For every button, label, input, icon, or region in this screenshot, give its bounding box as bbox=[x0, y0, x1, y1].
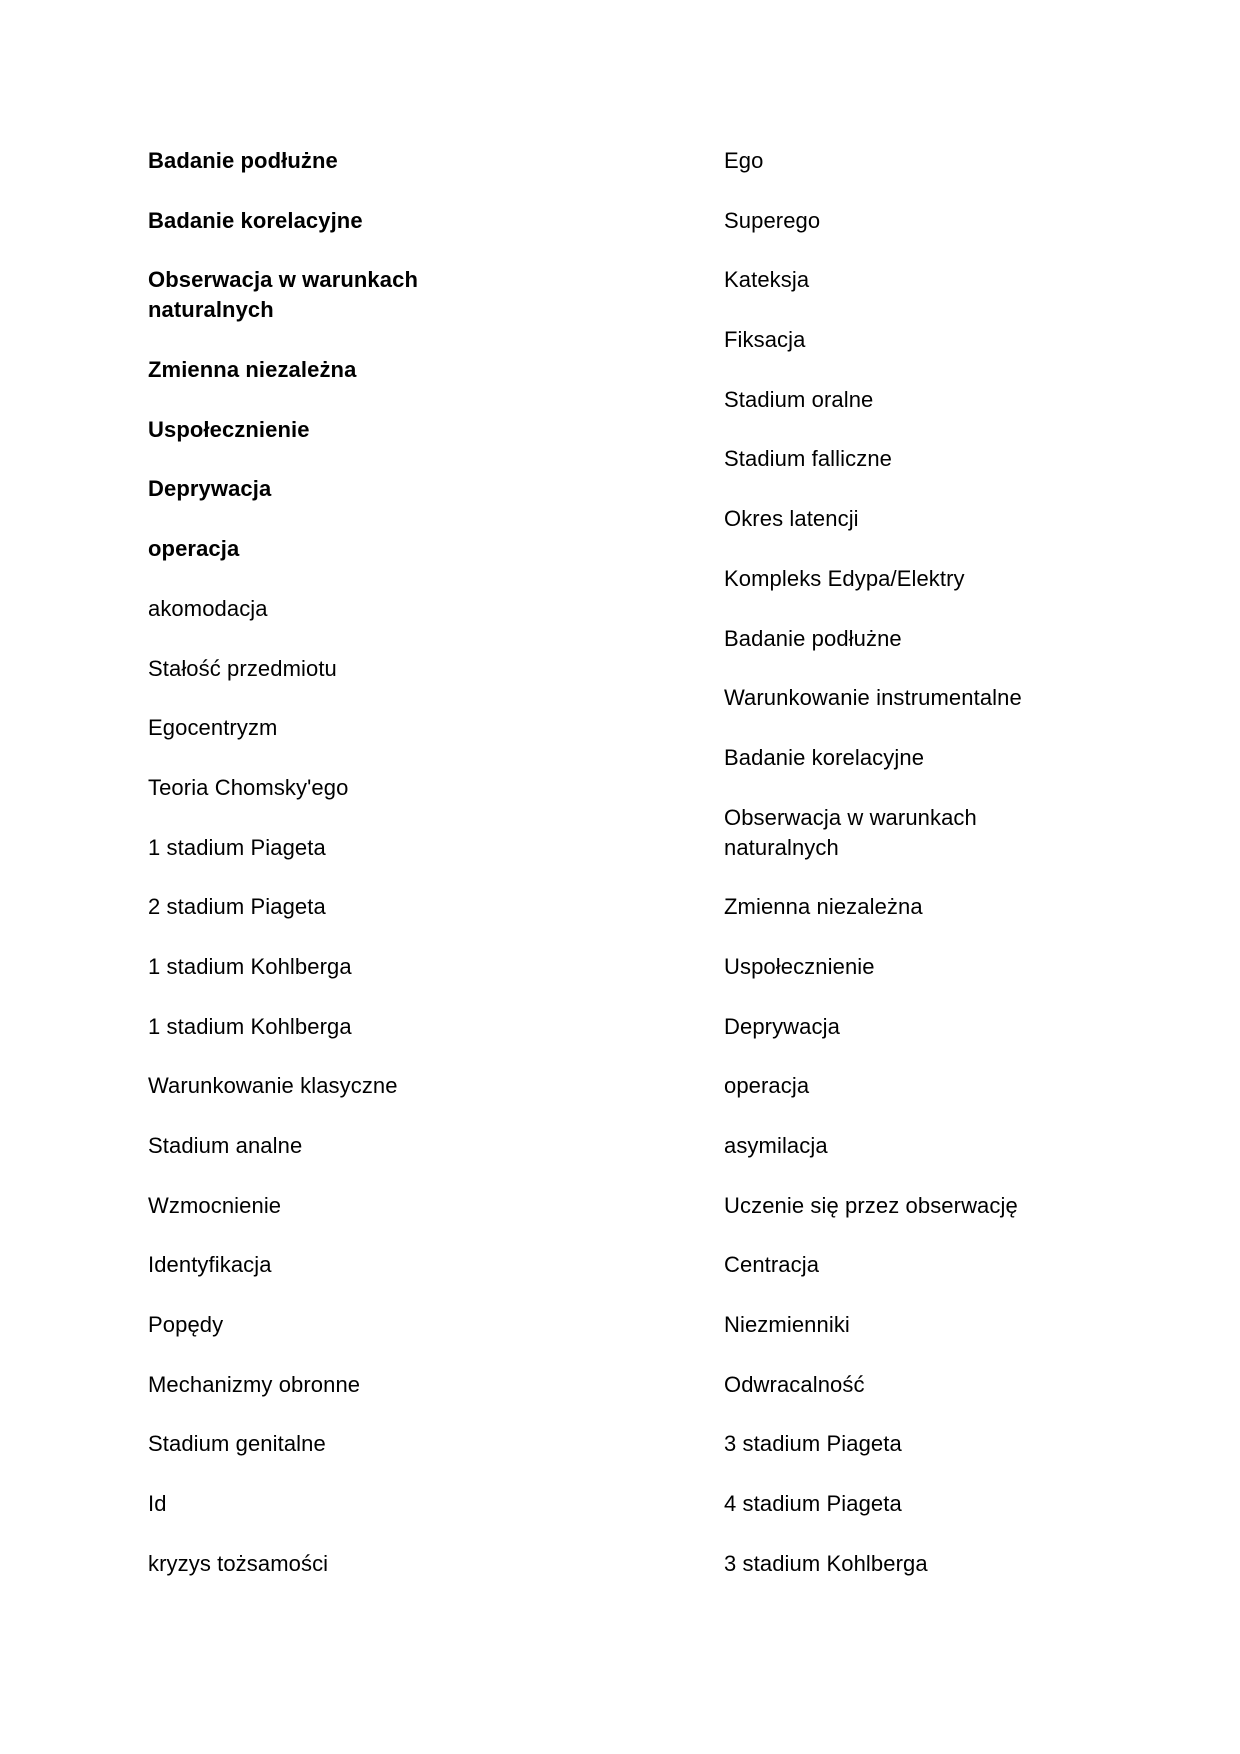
right-term-item: Warunkowanie instrumentalne bbox=[724, 685, 1022, 711]
left-term-item: Warunkowanie klasyczne bbox=[148, 1073, 398, 1099]
right-term-item: Superego bbox=[724, 207, 821, 233]
right-term-item: Badanie podłużne bbox=[724, 625, 902, 651]
right-term-item: 4 stadium Piageta bbox=[724, 1491, 902, 1517]
left-term-item: kryzys tożsamości bbox=[148, 1550, 329, 1576]
left-term-item: Stałość przedmiotu bbox=[148, 655, 337, 681]
left-term-item: Wzmocnienie bbox=[148, 1192, 282, 1218]
right-term-item: Zmienna niezależna bbox=[724, 894, 923, 920]
left-term-item: akomodacja bbox=[148, 595, 268, 621]
right-term-item: Stadium falliczne bbox=[724, 446, 892, 472]
right-term-item: Badanie korelacyjne bbox=[724, 744, 925, 770]
right-term-item: Kateksja bbox=[724, 267, 810, 293]
left-term-item: Identyfikacja bbox=[148, 1252, 272, 1278]
left-term-item: Deprywacja bbox=[148, 476, 272, 502]
left-term-item: Egocentryzm bbox=[148, 715, 278, 741]
right-term-item: Okres latencji bbox=[724, 506, 859, 532]
right-term-item: Kompleks Edypa/Elektry bbox=[724, 565, 965, 591]
left-term-item: Uspołecznienie bbox=[148, 416, 310, 442]
left-term-item: 1 stadium Kohlberga bbox=[148, 953, 352, 979]
right-term-item: 3 stadium Piageta bbox=[724, 1431, 902, 1457]
right-term-item: operacja bbox=[724, 1073, 810, 1099]
left-term-item: 1 stadium Piageta bbox=[148, 834, 326, 860]
left-term-item: Stadium genitalne bbox=[148, 1431, 326, 1457]
left-term-item: Badanie korelacyjne bbox=[148, 207, 363, 233]
left-term-item: 1 stadium Kohlberga bbox=[148, 1013, 352, 1039]
right-term-column bbox=[724, 146, 1164, 1609]
right-term-item: Centracja bbox=[724, 1252, 820, 1278]
right-term-item: Obserwacja w warunkach naturalnych bbox=[724, 804, 977, 860]
left-term-item: Mechanizmy obronne bbox=[148, 1371, 361, 1397]
left-term-item: Stadium analne bbox=[148, 1133, 303, 1158]
left-term-item: Obserwacja w warunkach naturalnych bbox=[148, 267, 418, 323]
right-term-item: Uspołecznienie bbox=[724, 953, 875, 979]
right-term-item: Fiksacja bbox=[724, 327, 806, 353]
left-term-item: Zmienna niezależna bbox=[148, 357, 357, 383]
left-term-item: Badanie podłużne bbox=[148, 148, 338, 173]
left-term-item: Popędy bbox=[148, 1312, 224, 1338]
right-term-item: Odwracalność bbox=[724, 1371, 865, 1397]
left-term-column bbox=[148, 146, 548, 1609]
left-term-item: Teoria Chomsky'ego bbox=[148, 774, 349, 800]
left-term-item: 2 stadium Piageta bbox=[148, 894, 326, 920]
left-term-item: Id bbox=[148, 1491, 167, 1517]
right-term-item: Deprywacja bbox=[724, 1013, 840, 1039]
right-term-item: Stadium oralne bbox=[724, 386, 874, 412]
right-term-item: asymilacja bbox=[724, 1133, 828, 1158]
right-term-item: 3 stadium Kohlberga bbox=[724, 1550, 928, 1576]
right-term-item: Ego bbox=[724, 148, 764, 173]
left-term-item: operacja bbox=[148, 536, 240, 562]
right-term-item: Uczenie się przez obserwację bbox=[724, 1192, 1018, 1218]
right-term-item: Niezmienniki bbox=[724, 1312, 850, 1338]
